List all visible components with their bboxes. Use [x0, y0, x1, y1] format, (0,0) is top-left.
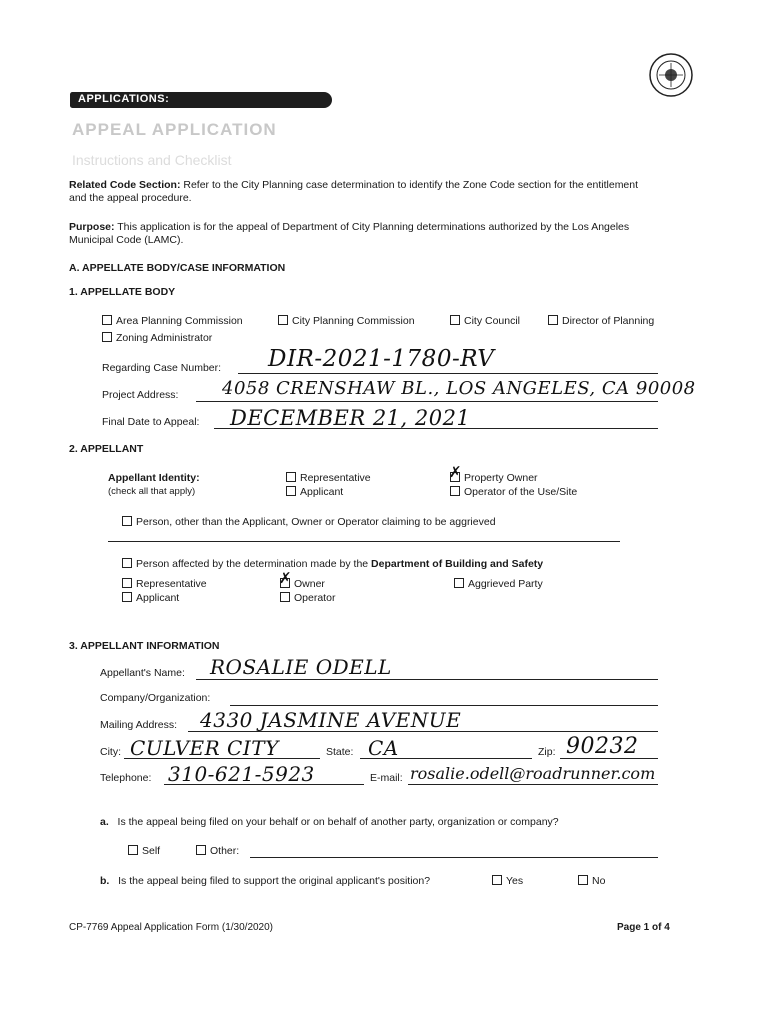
purpose-text-1: This application is for the appeal of Department of City Planning determinations authorized by the Los Angeles — [117, 221, 630, 233]
checkbox-box[interactable] — [278, 315, 288, 325]
checkbox-operator-use[interactable] — [450, 486, 577, 499]
checkbox-label: Operator — [294, 592, 336, 604]
checkbox-box[interactable] — [492, 875, 502, 885]
checkbox-label: Applicant — [300, 486, 344, 498]
question-a-text: Is the appeal being filed on your behalf or on behalf of another party, organization or company? — [117, 816, 559, 828]
section-a-heading: A. APPELLATE BODY/CASE INFORMATION — [69, 262, 286, 274]
checkbox-label: Owner — [294, 578, 325, 590]
project-address-line — [196, 401, 658, 402]
checkbox-dbs-applicant[interactable] — [122, 592, 179, 605]
appellant-info-heading: 3. APPELLANT INFORMATION — [69, 640, 220, 652]
identity-note: (check all that apply) — [108, 486, 196, 497]
checkbox-box[interactable] — [454, 578, 464, 588]
checkbox-label: Other: — [210, 845, 240, 857]
aggrieved-line — [108, 541, 620, 542]
related-code-label: Related Code Section: — [69, 179, 181, 191]
mailing-value[interactable]: 4330 JASMINE AVENUE — [200, 708, 462, 732]
related-code-text-1: Refer to the City Planning case determination to identify the Zone Code section for the entitlement — [183, 179, 639, 191]
checkbox-label: Representative — [300, 472, 371, 484]
banner-label: APPLICATIONS: — [78, 93, 170, 105]
zip-label: Zip: — [538, 746, 556, 758]
checkbox-label: Yes — [506, 875, 524, 887]
checkbox-label: City Council — [464, 315, 521, 327]
purpose-label: Purpose: — [69, 221, 115, 233]
state-value[interactable]: CA — [368, 736, 399, 760]
mailing-label: Mailing Address: — [100, 719, 178, 731]
checkbox-box-checked[interactable] — [450, 472, 460, 482]
question-a-letter: a. — [100, 816, 109, 828]
related-code-line-1 — [69, 179, 638, 192]
company-label: Company/Organization: — [100, 692, 211, 704]
final-date-label: Final Date to Appeal: — [102, 416, 200, 428]
state-label: State: — [326, 746, 354, 758]
checkbox-dbs-representative[interactable] — [122, 578, 207, 591]
email-line — [408, 784, 658, 785]
checkbox-label: No — [592, 875, 606, 887]
name-label: Appellant's Name: — [100, 667, 185, 679]
project-address-value[interactable]: 4058 CRENSHAW BL., LOS ANGELES, CA 90008 — [222, 378, 696, 399]
checkbox-label: Self — [142, 845, 161, 857]
checkbox-dbs-aggrieved[interactable] — [454, 578, 543, 591]
checkbox-city-council[interactable] — [450, 315, 520, 328]
city-seal-icon — [648, 52, 694, 98]
checkbox-dbs-operator[interactable] — [280, 592, 335, 605]
checkbox-box[interactable] — [578, 875, 588, 885]
company-line[interactable] — [230, 705, 658, 706]
checkbox-label: Area Planning Commission — [116, 315, 243, 327]
checkbox-area-planning[interactable] — [102, 315, 243, 328]
applications-banner — [70, 92, 332, 108]
checkbox-director[interactable] — [548, 315, 654, 328]
email-label: E-mail: — [370, 772, 403, 784]
checkbox-label: Applicant — [136, 592, 180, 604]
checkbox-box[interactable] — [548, 315, 558, 325]
checkbox-self[interactable] — [128, 845, 160, 858]
final-date-value[interactable]: DECEMBER 21, 2021 — [230, 406, 471, 430]
checkbox-box[interactable] — [280, 592, 290, 602]
checkbox-label: Aggrieved Party — [468, 578, 543, 590]
telephone-value[interactable]: 310-621-5923 — [168, 762, 315, 786]
checkbox-box[interactable] — [286, 472, 296, 482]
question-a — [100, 816, 559, 829]
checkbox-aggrieved-person[interactable] — [122, 516, 496, 529]
checkbox-box[interactable] — [122, 516, 132, 526]
checkbox-label: Person affected by the determination made by the — [136, 558, 369, 570]
checkbox-box[interactable] — [450, 315, 460, 325]
identity-label: Appellant Identity: — [108, 472, 200, 484]
checkbox-box[interactable] — [102, 332, 112, 342]
checkbox-label: Zoning Administrator — [116, 332, 213, 344]
checkbox-box[interactable] — [122, 592, 132, 602]
purpose-line-1 — [69, 221, 629, 234]
appellant-heading: 2. APPELLANT — [69, 443, 144, 455]
form-title: APPEAL APPLICATION — [72, 120, 277, 139]
checkbox-box[interactable] — [102, 315, 112, 325]
case-number-line — [238, 373, 658, 374]
checkbox-applicant[interactable] — [286, 486, 343, 499]
checkbox-box-checked[interactable] — [280, 578, 290, 588]
checkbox-property-owner[interactable] — [450, 472, 538, 485]
case-number-label: Regarding Case Number: — [102, 362, 222, 374]
form-subtitle: Instructions and Checklist — [72, 152, 232, 168]
checkbox-no[interactable] — [578, 875, 605, 888]
telephone-label: Telephone: — [100, 772, 152, 784]
page-number: Page 1 of 4 — [617, 922, 670, 933]
checkbox-dbs-affected[interactable] — [122, 558, 543, 571]
question-b — [100, 875, 430, 888]
appellate-body-heading: 1. APPELLATE BODY — [69, 286, 176, 298]
checkbox-box[interactable] — [450, 486, 460, 496]
checkbox-box[interactable] — [128, 845, 138, 855]
checkbox-label: City Planning Commission — [292, 315, 415, 327]
question-b-text: Is the appeal being filed to support the original applicant's position? — [118, 875, 431, 887]
checkbox-box[interactable] — [286, 486, 296, 496]
city-value[interactable]: CULVER CITY — [130, 736, 279, 760]
checkbox-dbs-owner[interactable] — [280, 578, 325, 591]
other-line[interactable] — [250, 857, 658, 858]
question-b-letter: b. — [100, 875, 110, 887]
form-id: CP-7769 Appeal Application Form (1/30/2020) — [69, 922, 274, 933]
name-value[interactable]: ROSALIE ODELL — [210, 655, 392, 679]
purpose-text-2: Municipal Code (LAMC). — [69, 234, 184, 246]
checkbox-box[interactable] — [196, 845, 206, 855]
checkbox-city-planning[interactable] — [278, 315, 415, 328]
checkbox-zoning[interactable] — [102, 332, 212, 345]
checkbox-label: Operator of the Use/Site — [464, 486, 578, 498]
checkbox-label: Person, other than the Applicant, Owner or Operator claiming to be aggrieved — [136, 516, 496, 528]
checkbox-box[interactable] — [122, 558, 132, 568]
email-value[interactable]: rosalie.odell@roadrunner.com — [410, 764, 656, 783]
checkbox-yes[interactable] — [492, 875, 523, 888]
city-label: City: — [100, 746, 121, 758]
checkbox-other[interactable] — [196, 845, 239, 858]
related-code-text-2: and the appeal procedure. — [69, 192, 192, 204]
zip-value[interactable]: 90232 — [566, 734, 639, 759]
project-address-label: Project Address: — [102, 389, 179, 401]
checkbox-label: Representative — [136, 578, 207, 590]
checkbox-label: Property Owner — [464, 472, 538, 484]
checkbox-representative[interactable] — [286, 472, 371, 485]
case-number-value[interactable]: DIR-2021-1780-RV — [268, 346, 495, 372]
name-line — [196, 679, 658, 680]
checkbox-box[interactable] — [122, 578, 132, 588]
dbs-name: Department of Building and Safety — [371, 558, 544, 570]
checkbox-label: Director of Planning — [562, 315, 655, 327]
